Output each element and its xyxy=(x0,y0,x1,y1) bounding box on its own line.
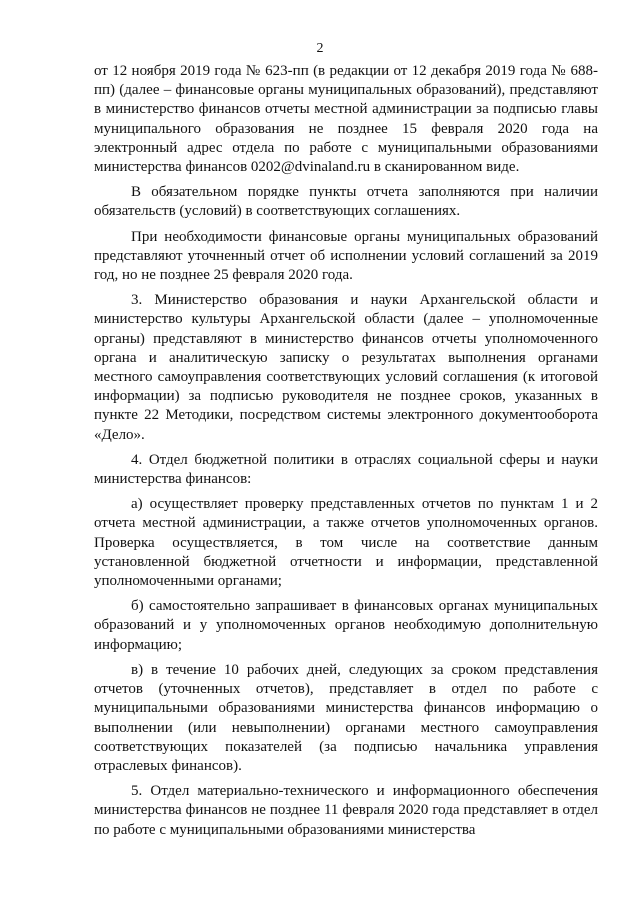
page-number: 2 xyxy=(316,41,324,56)
paragraph-revised-report: При необходимости финансовые органы муниципальных образований представляют уточненный отчет об исполнении условий соглашений за 2019 год, но не позднее 25 февраля 2020 года. xyxy=(94,228,598,284)
paragraph-item-4a: а) осуществляет проверку представленных отчетов по пунктам 1 и 2 отчета местной администрации, а также отчетов уполномоченных органов. Проверка осуществляется, в том числе на соответствие данным установленной бюджетной отчетности и информации, представленной уполномоченными органами; xyxy=(94,496,598,590)
document-body xyxy=(94,62,598,846)
paragraph-item-4b: б) самостоятельно запрашивает в финансовых органах муниципальных образований и у уполномоченных органов необходимую дополнительную информацию; xyxy=(94,598,598,653)
paragraph-item-5: 5. Отдел материально-технического и информационного обеспечения министерства финансов не позднее 11 февраля 2020 года представляет в отдел по работе с муниципальными образованиями министерства xyxy=(94,783,598,838)
paragraph-item-4: 4. Отдел бюджетной политики в отраслях социальной сферы и науки министерства финансов: xyxy=(94,451,598,488)
paragraph-mandatory-items: В обязательном порядке пункты отчета заполняются при наличии обязательств (условий) в соответствующих соглашениях. xyxy=(94,184,598,220)
paragraph-continuation: от 12 ноября 2019 года № 623-пп (в редакции от 12 декабря 2019 года № 688-пп) (далее – финансовые органы муниципальных образований), представляют в министерство финансов отчеты местной администрации за подписью главы муниципального образования не позднее 15 февраля 2020 года на электронный адрес отдела по работе с муниципальными образованиями министерства финансов 0202@dvinaland.ru в сканированном виде. xyxy=(94,63,598,176)
paragraph-item-3: 3. Министерство образования и науки Архангельской области и министерство культуры Архангельской области (далее – уполномоченные органы) представляют в министерство финансов отчеты уполномоченного органа и аналитическую записку о результатах выполнения органами местного самоуправления соответствующих условий соглашения (к итоговой информации) за подписью руководителя не позднее сроков, указанных в пункте 22 Методики, посредством системы электронного документооборота «Дело». xyxy=(94,292,598,443)
paragraph-item-4c: в) в течение 10 рабочих дней, следующих за сроком представления отчетов (уточненных отчетов), представляет в отдел по работе с муниципальными образованиями министерства финансов информацию о выполнении (или невыполнении) органами местного самоуправления соответствующих показателей (за подписью начальника управления отраслевых финансов). xyxy=(94,661,598,774)
